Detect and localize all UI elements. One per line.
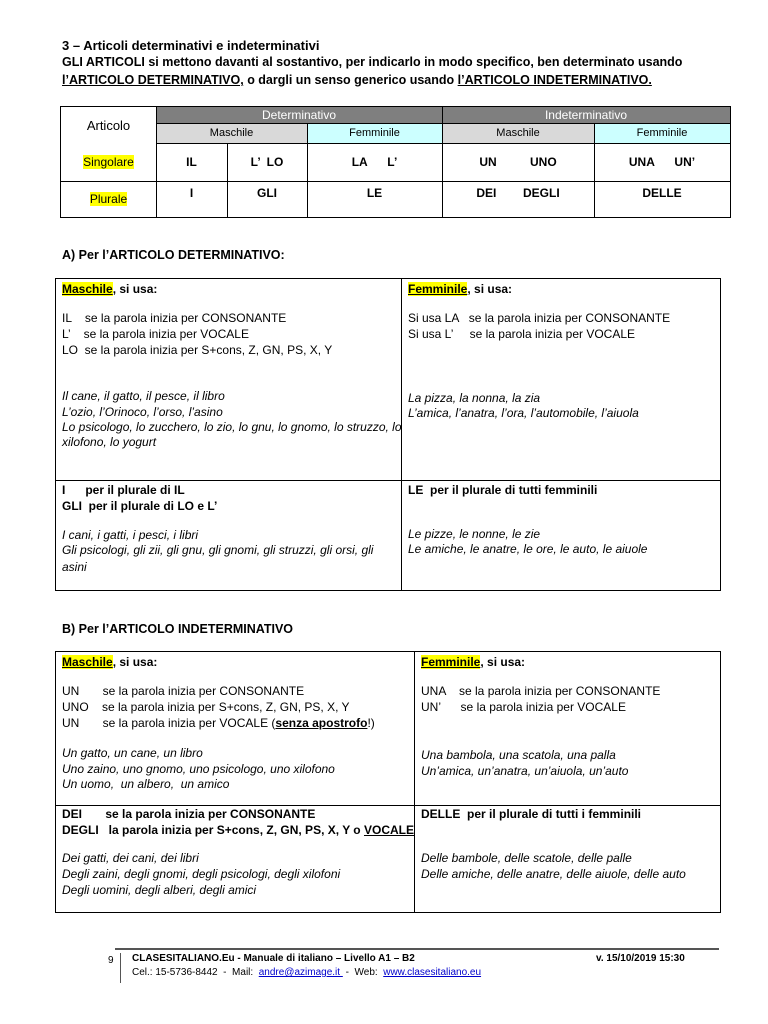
plurale-label: Plurale	[89, 192, 128, 206]
a-masc-plural-rule: GLI per il plurale di LO e L’	[62, 499, 218, 513]
singolare-label: Singolare	[83, 155, 134, 169]
intro-line-1: GLI ARTICOLI si mettono davanti al sostantivo, per indicarlo in modo specifico, ben determinato usando	[62, 55, 683, 69]
sing-det-f: LA L’	[351, 155, 398, 169]
a-masc-example: xilofono, lo yogurt	[62, 435, 157, 449]
section-a-title: A) Per l’ARTICOLO DETERMINATIVO:	[62, 248, 285, 262]
det-masc-header: Maschile	[156, 123, 307, 143]
b-masc-rule: UNO se la parola inizia per S+cons, Z, GN, PS, X, Y	[62, 700, 350, 714]
a-fem-plural-example: Le pizze, le nonne, le zie	[408, 527, 541, 541]
plur-ind-f: DELLE	[642, 186, 682, 200]
article-table	[60, 106, 731, 218]
a-fem-rule: Si usa L’ se la parola inizia per VOCALE	[408, 327, 636, 341]
plur-det-m1: I	[189, 186, 194, 200]
indet-masc-header: Maschile	[442, 123, 594, 143]
plur-det-f: LE	[366, 186, 383, 200]
b-fem-plural-rule: DELLE per il plurale di tutti i femminili	[421, 807, 642, 821]
b-masc-plural-rule: DEI se la parola inizia per CONSONANTE	[62, 807, 316, 821]
det-fem-header: Femminile	[307, 123, 442, 143]
sing-det-m2: L’ LO	[250, 155, 284, 169]
a-masc-plural-rule: I per il plurale di IL	[62, 483, 185, 497]
section-b-box	[55, 651, 721, 913]
a-masc-example: L’ozio, l’Orinoco, l’orso, l’asino	[62, 405, 223, 419]
b-masc-plural-rule: DEGLI la parola inizia per S+cons, Z, GN, PS, X, Y o VOCALE	[62, 823, 414, 837]
b-fem-plural-example: Delle amiche, delle anatre, delle aiuole, delle auto	[421, 867, 686, 881]
a-fem-plural-rule: LE per il plurale di tutti femminili	[408, 483, 598, 497]
a-fem-rule: Si usa LA se la parola inizia per CONSONANTE	[408, 311, 671, 325]
footer-email-link[interactable]: andre@azimage.it	[258, 967, 343, 978]
b-fem-example: Un’amica, un’anatra, un’aiuola, un’auto	[421, 764, 629, 778]
b-masc-rule: UN se la parola inizia per CONSONANTE	[62, 684, 305, 698]
b-masc-example: Un uomo, un albero, un amico	[62, 777, 230, 791]
a-masc-rule: IL se la parola inizia per CONSONANTE	[62, 311, 287, 325]
a-fem-heading: Femminile, si usa:	[408, 282, 513, 296]
page-number: 9	[108, 955, 114, 966]
footer-web-link[interactable]: www.clasesitaliano.eu	[383, 967, 482, 978]
intro-indet-term: l’ARTICOLO INDETERMINATIVO.	[457, 73, 652, 87]
footer-title: CLASESITALIANO.Eu - Manuale di italiano – Livello A1 – B2	[132, 953, 415, 964]
footer-divider	[120, 953, 121, 983]
intro-middle: o dargli un senso generico usando	[243, 73, 458, 87]
b-masc-plural-example: Degli zaini, degli gnomi, degli psicologi, degli xilofoni	[62, 867, 341, 881]
section-b-title: B) Per l’ARTICOLO INDETERMINATIVO	[62, 622, 294, 636]
b-masc-example: Uno zaino, uno gnomo, uno psicologo, uno xilofono	[62, 762, 335, 776]
sing-ind-f: UNA UN’	[628, 155, 696, 169]
b-masc-heading: Maschile, si usa:	[62, 655, 158, 669]
sing-ind-m: UN UNO	[479, 155, 557, 169]
a-masc-heading: Maschile, si usa:	[62, 282, 158, 296]
a-masc-rule: LO se la parola inizia per S+cons, Z, GN, PS, X, Y	[62, 343, 333, 357]
plur-det-m2: GLI	[257, 186, 277, 200]
a-fem-example: La pizza, la nonna, la zia	[408, 391, 541, 405]
a-masc-plural-example: I cani, i gatti, i pesci, i libri	[62, 528, 199, 542]
b-fem-heading: Femminile, si usa:	[421, 655, 526, 669]
section-a-box	[55, 278, 721, 591]
a-fem-example: L’amica, l’anatra, l’ora, l’automobile, l’aiuola	[408, 406, 639, 420]
footer-version: v. 15/10/2019 15:30	[596, 953, 685, 964]
b-fem-rule: UNA se la parola inizia per CONSONANTE	[421, 684, 661, 698]
det-header: Determinativo	[156, 107, 442, 123]
b-fem-example: Una bambola, una scatola, una palla	[421, 748, 616, 762]
intro-line-2	[62, 73, 652, 87]
intro-det-term: l’ARTICOLO DETERMINATIVO,	[62, 73, 244, 87]
a-masc-example: Il cane, il gatto, il pesce, il libro	[62, 389, 225, 403]
a-masc-plural-example: asini	[62, 560, 87, 574]
a-fem-plural-example: Le amiche, le anatre, le ore, le auto, le aiuole	[408, 542, 648, 556]
b-masc-plural-example: Degli uomini, degli alberi, degli amici	[62, 883, 257, 897]
footer-rule	[115, 948, 719, 950]
footer-contacts: Cel.: 15-5736-8442 - Mail: andre@azimage.it - Web: www.clasesitaliano.eu	[132, 967, 482, 978]
indet-fem-header: Femminile	[594, 123, 730, 143]
sing-det-m1: IL	[186, 155, 197, 169]
b-masc-plural-example: Dei gatti, dei cani, dei libri	[62, 851, 199, 865]
articolo-label: Articolo	[86, 117, 131, 133]
a-masc-plural-example: Gli psicologi, gli zii, gli gnu, gli gnomi, gli struzzi, gli orsi, gli	[62, 543, 374, 557]
a-masc-example: Lo psicologo, lo zucchero, lo zio, lo gnu, lo gnomo, lo struzzo, lo	[62, 420, 402, 434]
a-masc-rule: L’ se la parola inizia per VOCALE	[62, 327, 249, 341]
b-fem-rule: UN’ se la parola inizia per VOCALE	[421, 700, 626, 714]
plur-ind-m: DEI DEGLI	[476, 186, 560, 200]
page-title: 3 – Articoli determinativi e indeterminativi	[62, 38, 320, 53]
indet-header: Indeterminativo	[442, 107, 730, 123]
b-masc-example: Un gatto, un cane, un libro	[62, 746, 203, 760]
b-fem-plural-example: Delle bambole, delle scatole, delle palle	[421, 851, 632, 865]
b-masc-rule: UN se la parola inizia per VOCALE (senza apostrofo!)	[62, 716, 375, 730]
